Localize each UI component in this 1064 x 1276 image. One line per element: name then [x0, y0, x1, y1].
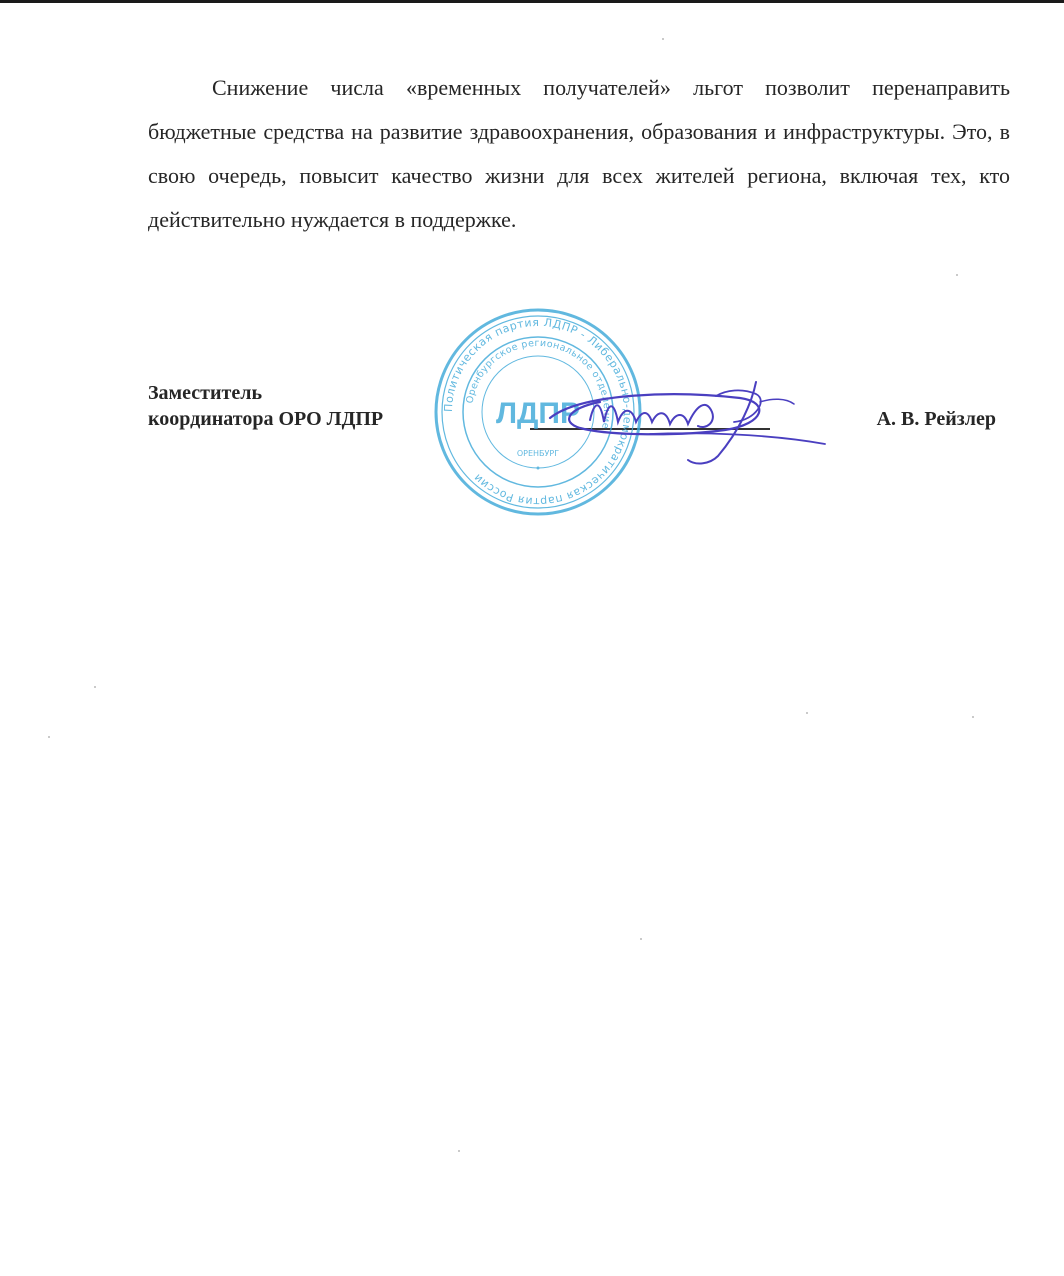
scan-speck [806, 712, 808, 714]
signatory-title-line2: координатора ОРО ЛДПР [148, 408, 384, 430]
stamp-inner-text: Оренбургское региональное отделение [464, 337, 613, 431]
scan-speck [956, 274, 958, 276]
signatory-title-line1: Заместитель [148, 382, 263, 404]
scan-speck [458, 1150, 460, 1152]
stamp-center-text: ЛДПР [496, 397, 580, 430]
scan-speck [640, 938, 642, 940]
stamp-city-text: ОРЕНБУРГ [516, 449, 560, 458]
signatory-title [148, 380, 383, 432]
scan-speck [94, 686, 96, 688]
signatory-name: А. В. Рейзлер [876, 408, 996, 430]
body-paragraph: Снижение числа «временных получателей» льгот позволит перенаправить бюджетные средства на развитие здравоохранения, образования и инфраструктуры. Это, в свою очередь, повысит качество жизни для всех жителей региона, включая тех, кто действительно нуждается в поддержке. [148, 75, 1010, 232]
scan-speck [48, 736, 50, 738]
handwritten-signature [520, 372, 840, 472]
scan-speck [662, 38, 664, 40]
scan-speck [972, 716, 974, 718]
stamp-outer-text: Политическая партия ЛДПР - Либерально-демократическая партия России [441, 315, 635, 509]
